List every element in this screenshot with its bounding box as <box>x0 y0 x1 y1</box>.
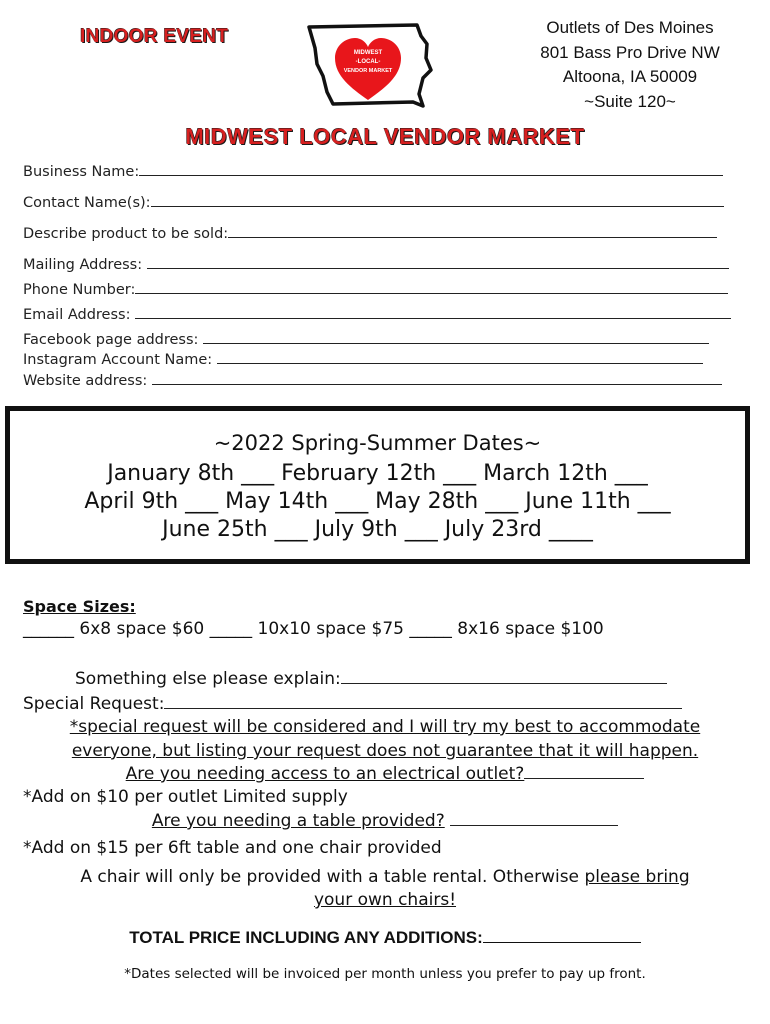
special-note-line-1: *special request will be considered and I will try my best to accommodate <box>69 717 701 737</box>
website-field[interactable] <box>23 372 722 389</box>
address-line: Outlets of Des Moines <box>546 18 714 37</box>
special-request-label: Special Request: <box>23 694 165 714</box>
space-sizes-heading: Space Sizes: <box>23 597 136 616</box>
table-question[interactable] <box>0 811 770 831</box>
logo-line-2: -LOCAL- <box>355 59 381 65</box>
dates-heading: ~2022 Spring-Summer Dates~ <box>213 431 542 455</box>
dates-row-1[interactable]: January 8th ___ February 12th ___ March 12th ___ <box>107 461 648 486</box>
instagram-line[interactable] <box>217 351 703 364</box>
special-note-line-2: everyone, but listing your request does not guarantee that it will happen. <box>71 741 699 761</box>
phone-field[interactable] <box>23 281 728 298</box>
space-size-options[interactable]: ______ 6x8 space $60 _____ 10x10 space $75 _____ 8x16 space $100 <box>23 619 604 639</box>
chair-note-line-1 <box>0 867 770 887</box>
total-price-line[interactable] <box>483 929 641 943</box>
iowa-heart-logo <box>305 22 435 112</box>
product-label: Describe product to be sold: <box>23 226 229 242</box>
address-line: Altoona, IA 50009 <box>562 67 698 86</box>
instagram-field[interactable] <box>23 351 703 368</box>
website-line[interactable] <box>152 372 722 385</box>
email-field[interactable] <box>23 306 731 323</box>
electrical-answer-line[interactable] <box>524 765 644 779</box>
phone-label: Phone Number: <box>23 282 136 298</box>
electrical-addon: *Add on $10 per outlet Limited supply <box>23 787 348 807</box>
business-name-line[interactable] <box>139 163 723 176</box>
mailing-address-label: Mailing Address: <box>23 257 143 273</box>
table-answer-line[interactable] <box>450 812 618 826</box>
dates-box <box>5 406 750 564</box>
chair-note-line-2: your own chairs! <box>313 890 457 910</box>
total-price-label: TOTAL PRICE INCLUDING ANY ADDITIONS: <box>129 928 483 947</box>
something-else-field[interactable] <box>75 669 667 689</box>
email-line[interactable] <box>135 306 731 319</box>
product-field[interactable] <box>23 225 717 242</box>
electrical-question-text: Are you needing access to an electrical outlet? <box>125 764 525 784</box>
chair-note-emphasis: please bring <box>584 867 690 887</box>
logo-line-1: MIDWEST <box>353 50 383 56</box>
electrical-question[interactable] <box>0 764 770 784</box>
contact-names-line[interactable] <box>151 194 724 207</box>
special-request-line[interactable] <box>164 695 682 709</box>
something-else-label: Something else please explain: <box>75 669 341 689</box>
dates-row-3[interactable]: June 25th ___ July 9th ___ July 23rd ____ <box>162 517 593 542</box>
indoor-event-label: INDOOR EVENT <box>80 26 229 47</box>
table-addon: *Add on $15 per 6ft table and one chair provided <box>23 838 442 858</box>
facebook-label: Facebook page address: <box>23 332 199 348</box>
dates-row-2[interactable]: April 9th ___ May 14th ___ May 28th ___ June 11th ___ <box>84 489 671 514</box>
invoice-footnote: *Dates selected will be invoiced per month unless you prefer to pay up front. <box>124 966 646 982</box>
contact-names-field[interactable] <box>23 194 724 211</box>
contact-names-label: Contact Name(s): <box>23 195 151 211</box>
something-else-line[interactable] <box>341 670 667 684</box>
chair-note-text: A chair will only be provided with a table rental. Otherwise <box>80 867 585 887</box>
product-line[interactable] <box>228 225 717 238</box>
instagram-label: Instagram Account Name: <box>23 352 213 368</box>
facebook-line[interactable] <box>203 331 709 344</box>
event-address <box>520 16 740 114</box>
table-question-text: Are you needing a table provided? <box>151 811 445 831</box>
address-line: ~Suite 120~ <box>584 91 676 111</box>
page-title: MIDWEST LOCAL VENDOR MARKET <box>185 124 585 149</box>
email-label: Email Address: <box>23 307 131 323</box>
logo-line-3: VENDOR MARKET <box>343 68 393 74</box>
facebook-field[interactable] <box>23 331 709 348</box>
business-name-label: Business Name: <box>23 164 140 180</box>
phone-line[interactable] <box>135 281 728 294</box>
total-price-field[interactable] <box>0 928 770 948</box>
mailing-address-line[interactable] <box>147 256 729 269</box>
mailing-address-field[interactable] <box>23 256 729 273</box>
business-name-field[interactable] <box>23 163 723 180</box>
address-line: 801 Bass Pro Drive NW <box>540 42 720 62</box>
special-request-field[interactable] <box>23 694 682 714</box>
website-label: Website address: <box>23 373 148 389</box>
